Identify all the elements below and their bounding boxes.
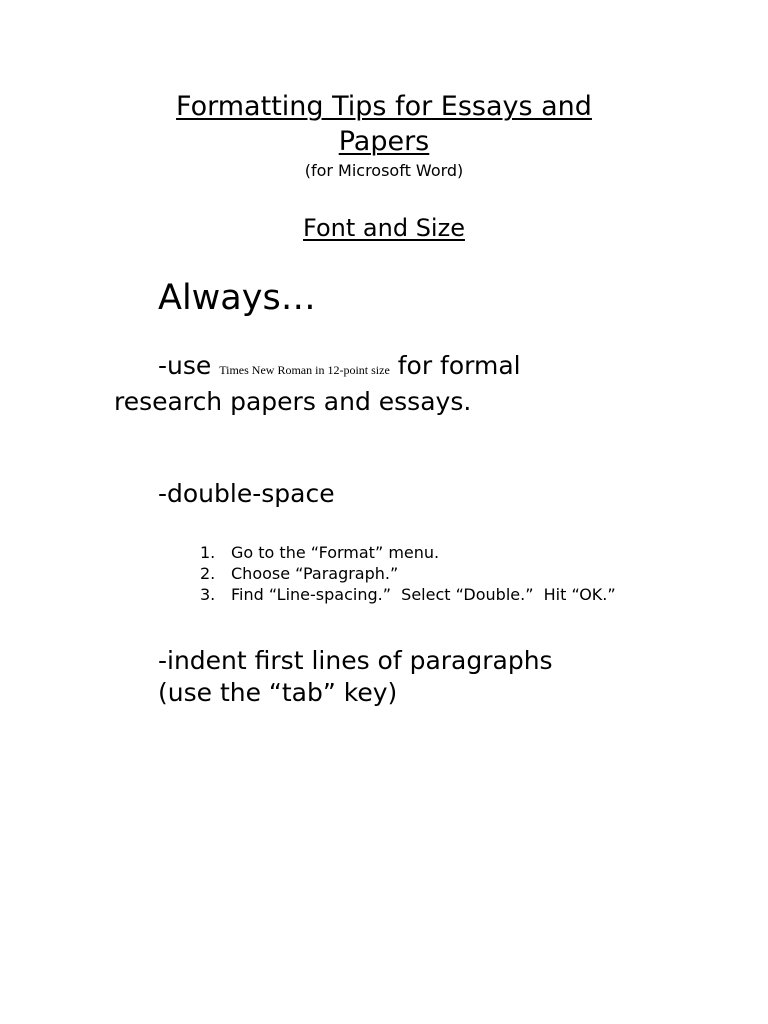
always-heading: Always… [158, 278, 316, 318]
rule-indent-line-2: (use the “tab” key) [158, 678, 398, 707]
double-space-steps-list [200, 542, 616, 605]
rule-use-font [114, 350, 634, 418]
document-subtitle: (for Microsoft Word) [304, 161, 464, 180]
rule-use-prefix: -use [158, 351, 220, 380]
document-title-line-1: Formatting Tips for Essays and [176, 91, 592, 122]
rule-use-font-line-1 [114, 350, 634, 386]
section-heading-font-and-size: Font and Size [303, 214, 465, 242]
list-item-number: 2. [200, 564, 216, 583]
list-item [200, 584, 616, 605]
rule-use-font-sample: Times New Roman in 12-point size [219, 363, 390, 377]
list-item-text: Go to the “Format” menu. [231, 543, 440, 562]
document-title-line-2: Papers [338, 126, 430, 157]
rule-use-font-line-2: research papers and essays. [114, 387, 472, 416]
list-item-number: 3. [200, 585, 216, 604]
rule-indent [158, 645, 718, 709]
list-item-number: 1. [200, 543, 216, 562]
rule-double-space: -double-space [158, 479, 335, 508]
list-item [200, 542, 616, 563]
list-item-text: Find “Line-spacing.” Select “Double.” Hit “OK.” [231, 585, 616, 604]
list-item [200, 563, 616, 584]
rule-indent-line-1: -indent first lines of paragraphs [158, 646, 553, 675]
list-item-text: Choose “Paragraph.” [231, 564, 399, 583]
rule-use-suffix: for formal [397, 351, 521, 380]
